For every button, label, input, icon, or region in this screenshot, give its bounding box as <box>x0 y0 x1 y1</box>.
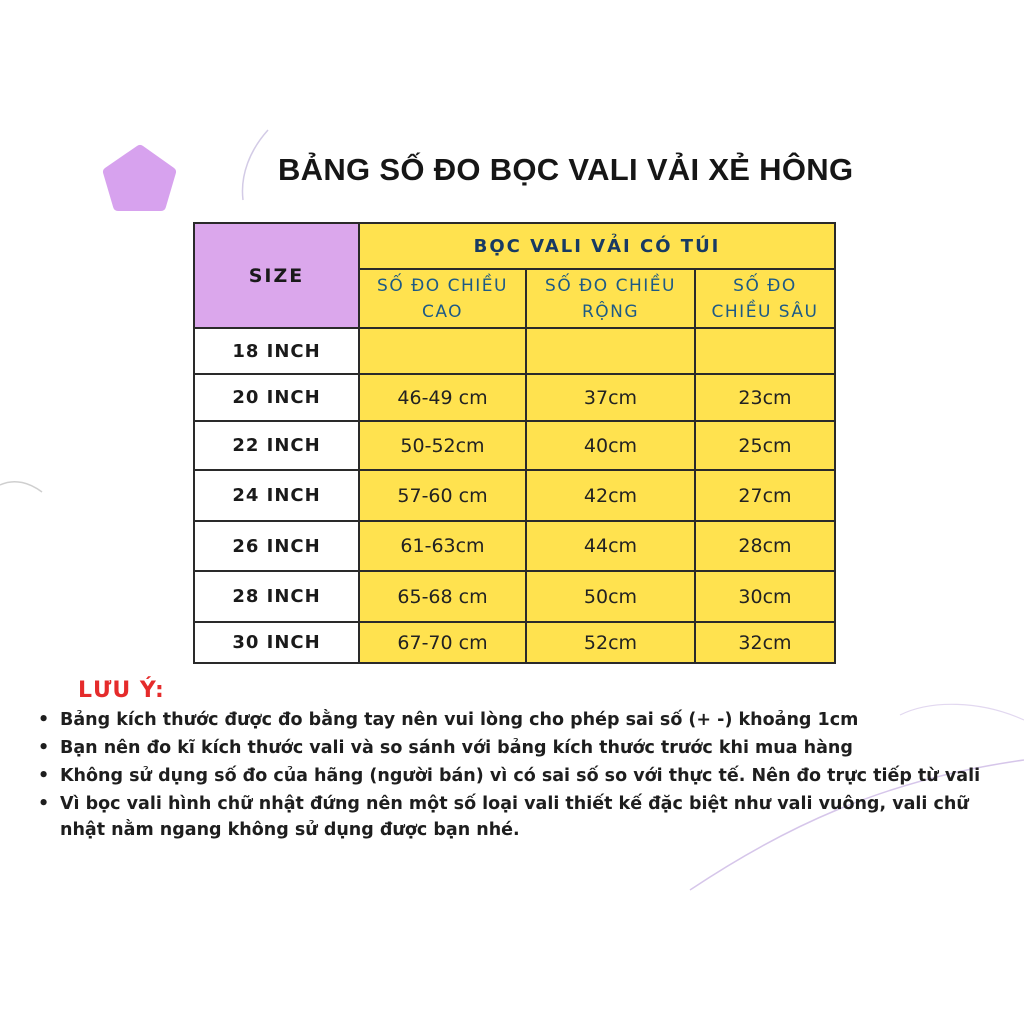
notes-title: LƯU Ý: <box>78 678 165 703</box>
width-value: 42cm <box>526 470 695 521</box>
note-text: Bảng kích thước được đo bằng tay nên vui lòng cho phép sai số (+ -) khoảng 1cm <box>60 710 859 730</box>
height-value: 65-68 cm <box>359 571 526 622</box>
list-item <box>38 735 1013 761</box>
depth-value: 27cm <box>695 470 835 521</box>
column-header-height <box>359 269 526 328</box>
notes-list <box>38 707 1013 845</box>
list-item <box>38 763 1013 789</box>
width-value: 44cm <box>526 521 695 571</box>
height-value: 46-49 cm <box>359 374 526 421</box>
list-item <box>38 707 1013 733</box>
size-label: 18 INCH <box>194 328 359 374</box>
depth-value: 30cm <box>695 571 835 622</box>
depth-value <box>695 328 835 374</box>
bullet-icon: • <box>38 710 50 730</box>
depth-value: 23cm <box>695 374 835 421</box>
column-header-depth <box>695 269 835 328</box>
column-header-line: SỐ ĐO <box>733 275 797 296</box>
column-header-line: CHIỀU SÂU <box>711 301 819 322</box>
bullet-icon: • <box>38 738 50 758</box>
table-row <box>194 374 835 421</box>
width-value: 50cm <box>526 571 695 622</box>
decor-curve-top <box>242 130 268 200</box>
column-header-line: SỐ ĐO CHIỀU <box>377 275 508 296</box>
column-header-width <box>526 269 695 328</box>
height-value <box>359 328 526 374</box>
height-value: 50-52cm <box>359 421 526 470</box>
column-header-line: CAO <box>421 301 464 322</box>
note-text: Vì bọc vali hình chữ nhật đứng nên một số loại vali thiết kế đặc biệt như vali vuông, vali chữ nhật nằm ngang không sử dụng được bạn nhé. <box>60 794 969 840</box>
table-row <box>194 571 835 622</box>
width-value: 40cm <box>526 421 695 470</box>
size-label: 28 INCH <box>194 571 359 622</box>
size-label: 22 INCH <box>194 421 359 470</box>
width-value <box>526 328 695 374</box>
note-text: Không sử dụng số đo của hãng (người bán) vì có sai số so với thực tế. Nên đo trực tiếp từ vali <box>60 766 981 786</box>
size-table <box>193 222 836 664</box>
size-label: 30 INCH <box>194 622 359 663</box>
list-item <box>38 791 1013 843</box>
size-label: 26 INCH <box>194 521 359 571</box>
height-value: 61-63cm <box>359 521 526 571</box>
depth-value: 25cm <box>695 421 835 470</box>
column-header-line: SỐ ĐO CHIỀU <box>545 275 676 296</box>
pentagon-icon <box>108 150 171 206</box>
depth-value: 28cm <box>695 521 835 571</box>
height-value: 57-60 cm <box>359 470 526 521</box>
group-header: BỌC VALI VẢI CÓ TÚI <box>359 223 835 269</box>
bullet-icon: • <box>38 766 50 786</box>
width-value: 37cm <box>526 374 695 421</box>
width-value: 52cm <box>526 622 695 663</box>
decor-curve-left <box>0 482 42 492</box>
table-row <box>194 328 835 374</box>
size-label: 20 INCH <box>194 374 359 421</box>
height-value: 67-70 cm <box>359 622 526 663</box>
table-row <box>194 521 835 571</box>
size-header: SIZE <box>194 223 359 328</box>
note-text: Bạn nên đo kĩ kích thước vali và so sánh với bảng kích thước trước khi mua hàng <box>60 738 853 758</box>
bullet-icon: • <box>38 794 50 814</box>
table-row <box>194 622 835 663</box>
page-title: BẢNG SỐ ĐO BỌC VALI VẢI XẺ HÔNG <box>278 152 854 187</box>
table-row <box>194 470 835 521</box>
depth-value: 32cm <box>695 622 835 663</box>
column-header-line: RỘNG <box>581 301 640 322</box>
size-label: 24 INCH <box>194 470 359 521</box>
table-row <box>194 421 835 470</box>
